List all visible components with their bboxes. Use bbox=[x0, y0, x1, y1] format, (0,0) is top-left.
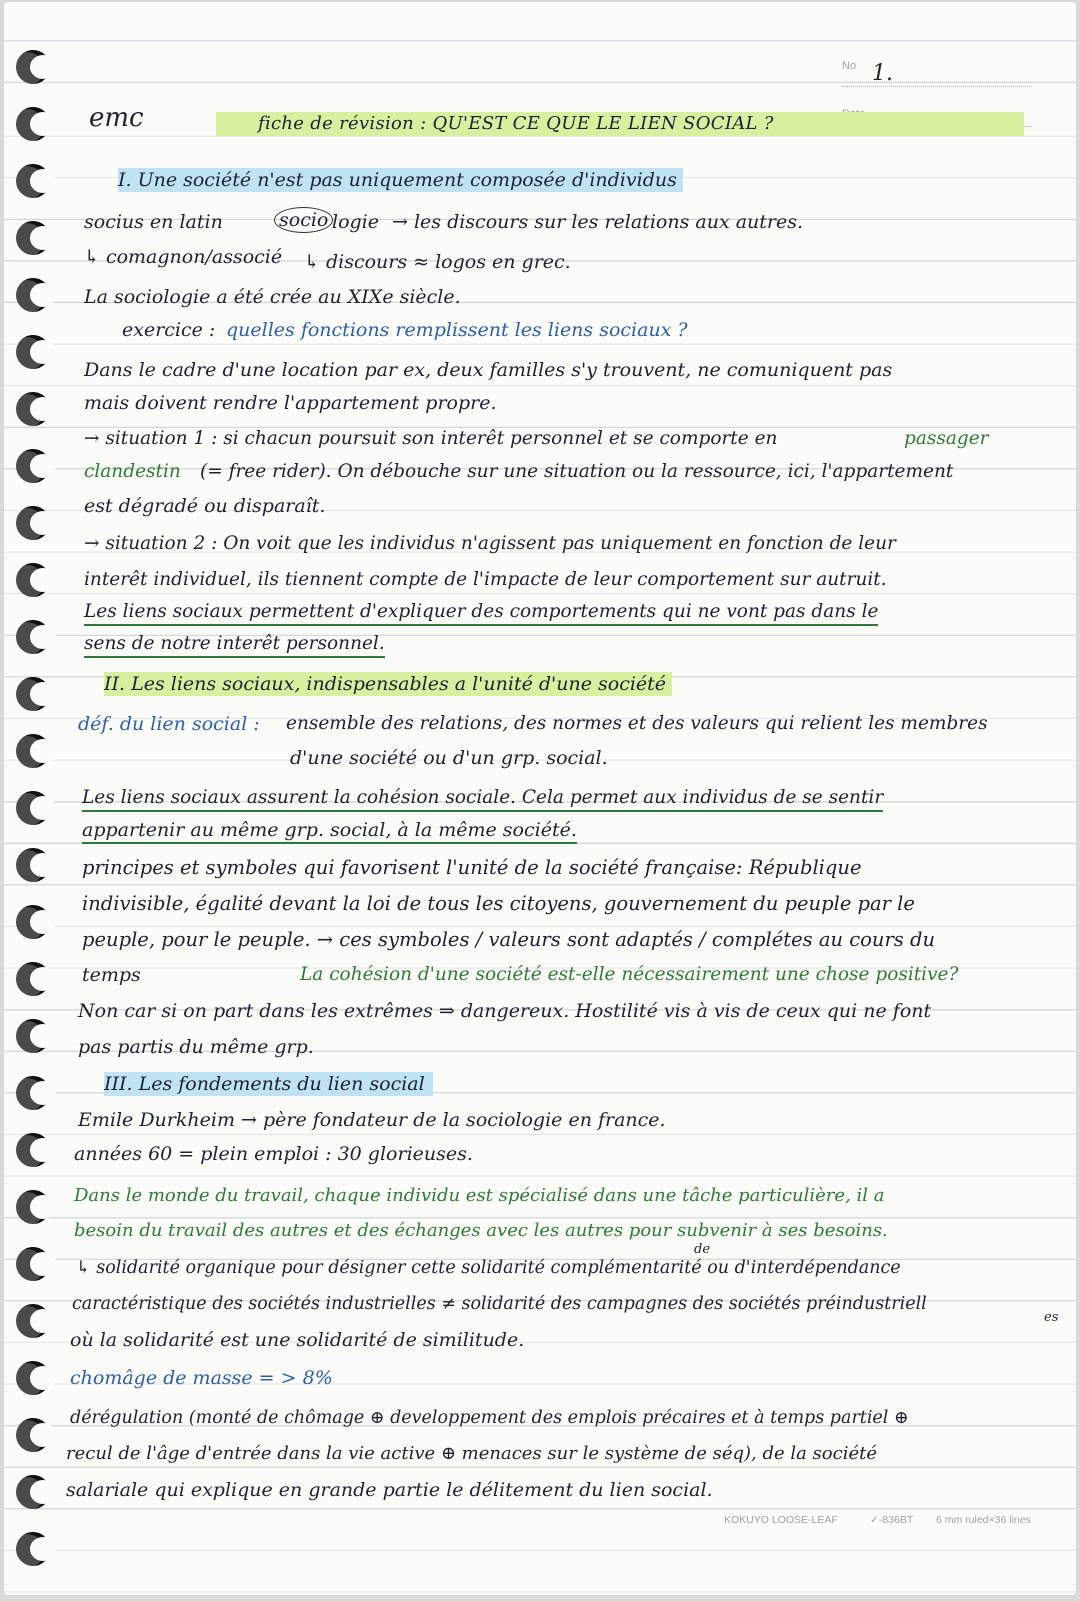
note-line: Emile Durkheim → père fondateur de la sociologie en france. bbox=[78, 1109, 666, 1131]
binder-hole bbox=[16, 1418, 50, 1452]
binder-hole bbox=[16, 962, 50, 996]
term-highlight: passager bbox=[904, 428, 989, 449]
superscript-insert: de bbox=[694, 1242, 711, 1257]
binder-hole bbox=[16, 164, 50, 198]
note-line: ↳ comagnon/associé bbox=[84, 246, 283, 268]
note-line: → situation 1 : si chacun poursuit son interêt personnel et se comporte en bbox=[84, 428, 778, 449]
note-line: temps bbox=[82, 964, 141, 986]
question-line: La cohésion d'une société est-elle nécessairement une chose positive? bbox=[300, 964, 959, 985]
note-line: où la solidarité est une solidarité de similitude. bbox=[70, 1329, 525, 1351]
note-line: ↳ solidarité organique pour désigner cette solidarité complémentarité ou d'interdépendance bbox=[76, 1258, 901, 1278]
footer-brand: KOKUYO LOOSE-LEAF bbox=[724, 1514, 838, 1526]
binder-hole bbox=[16, 905, 50, 939]
note-line: interêt individuel, ils tiennent compte de l'impacte de leur comportement sur autruit. bbox=[84, 569, 887, 590]
note-line: besoin du travail des autres et des échanges avec les autres pour subvenir à ses besoins. bbox=[74, 1220, 888, 1241]
note-line: principes et symboles qui favorisent l'unité de la société française: République bbox=[82, 856, 862, 879]
binder-hole bbox=[16, 791, 50, 825]
section-1-heading: I. Une société n'est pas uniquement composée d'individus bbox=[118, 168, 683, 192]
note-line: salariale qui explique en grande partie le délitement du lien social. bbox=[66, 1479, 713, 1501]
binder-hole bbox=[16, 848, 50, 882]
note-line: caractéristique des sociétés industrielles ≠ solidarité des campagnes des sociétés préindustriell bbox=[72, 1294, 927, 1314]
binder-hole bbox=[16, 1076, 50, 1110]
binder-hole bbox=[16, 1190, 50, 1224]
term-highlight: clandestin bbox=[84, 461, 181, 482]
binder-hole bbox=[16, 1532, 50, 1566]
note-line: exercice : bbox=[122, 319, 216, 341]
binder-hole bbox=[16, 734, 50, 768]
page-title: fiche de révision : QU'EST CE QUE LE LIEN SOCIAL ? bbox=[216, 112, 1024, 136]
binder-hole bbox=[16, 677, 50, 711]
binder-hole bbox=[16, 107, 50, 141]
binder-hole bbox=[16, 1475, 50, 1509]
note-line: socius en latin bbox=[84, 211, 223, 233]
note-line: pas partis du même grp. bbox=[78, 1036, 314, 1058]
note-line: → les discours sur les relations aux autres. bbox=[392, 211, 804, 233]
binder-hole bbox=[16, 392, 50, 426]
definition-text: d'une société ou d'un grp. social. bbox=[290, 747, 608, 769]
superscript-insert: es bbox=[1044, 1310, 1059, 1325]
note-line: Non car si on part dans les extrêmes ⇒ dangereux. Hostilité vis à vis de ceux qui ne font bbox=[78, 1000, 932, 1022]
section-3-heading: III. Les fondements du lien social bbox=[104, 1072, 433, 1096]
note-line: Dans le monde du travail, chaque individu est spécialisé dans une tâche particulière, il a bbox=[74, 1185, 885, 1206]
binder-hole bbox=[16, 620, 50, 654]
definition-label: déf. du lien social : bbox=[78, 713, 260, 735]
note-line: recul de l'âge d'entrée dans la vie active ⊕ menaces sur le système de séq), de la société bbox=[66, 1443, 878, 1464]
note-line: mais doivent rendre l'appartement propre. bbox=[84, 392, 497, 414]
circled-word: socio bbox=[274, 207, 333, 233]
note-line: indivisible, égalité devant la loi de tous les citoyens, gouvernement du peuple par le bbox=[82, 892, 915, 915]
definition-text: ensemble des relations, des normes et des valeurs qui relient les membres bbox=[286, 713, 988, 734]
binder-hole bbox=[16, 1304, 50, 1338]
no-label: No bbox=[842, 60, 857, 72]
exercise-question: quelles fonctions remplissent les liens sociaux ? bbox=[226, 319, 688, 341]
binder-hole bbox=[16, 1133, 50, 1167]
binder-hole bbox=[16, 1019, 50, 1053]
binder-hole bbox=[16, 506, 50, 540]
binder-hole bbox=[16, 1247, 50, 1281]
page-number: 1. bbox=[872, 61, 893, 86]
binder-hole bbox=[16, 278, 50, 312]
binder-hole bbox=[16, 221, 50, 255]
binder-hole bbox=[16, 563, 50, 597]
note-line: Les liens sociaux permettent d'expliquer des comportements qui ne vont pas dans le bbox=[84, 600, 878, 626]
note-line: chomâge de masse = > 8% bbox=[70, 1367, 333, 1389]
notebook-page bbox=[4, 2, 1076, 1595]
footer-ref: ✓-836BT bbox=[870, 1514, 914, 1526]
note-line: ↳ discours ≈ logos en grec. bbox=[304, 251, 571, 273]
note-line: dérégulation (monté de chômage ⊕ developpement des emplois précaires et à temps partiel ⊕ bbox=[70, 1408, 909, 1428]
note-line: (= free rider). On débouche sur une situation ou la ressource, ici, l'appartement bbox=[200, 461, 954, 482]
note-line: est dégradé ou disparaît. bbox=[84, 495, 326, 517]
binder-hole bbox=[16, 1361, 50, 1395]
note-line: Dans le cadre d'une location par ex, deux familles s'y trouvent, ne comuniquent pas bbox=[84, 359, 893, 381]
subject-label: emc bbox=[89, 103, 144, 133]
note-line: La sociologie a été crée au XIXe siècle. bbox=[84, 286, 461, 308]
binder-hole bbox=[16, 50, 50, 84]
section-2-heading: II. Les liens sociaux, indispensables a l'unité d'une société bbox=[104, 672, 672, 696]
note-line: logie bbox=[332, 211, 379, 233]
footer-ruling: 6 mm ruled×36 lines bbox=[936, 1514, 1031, 1526]
note-line: appartenir au même grp. social, à la même société. bbox=[82, 818, 577, 844]
binder-hole bbox=[16, 335, 50, 369]
note-line: années 60 = plein emploi : 30 glorieuses. bbox=[74, 1143, 473, 1165]
no-dotted-line bbox=[842, 86, 1032, 87]
note-line: sens de notre interêt personnel. bbox=[84, 632, 385, 658]
note-line: Les liens sociaux assurent la cohésion sociale. Cela permet aux individus de se sentir bbox=[82, 786, 883, 812]
note-line: → situation 2 : On voit que les individus n'agissent pas uniquement en fonction de leur bbox=[84, 533, 896, 554]
note-line: peuple, pour le peuple. → ces symboles / valeurs sont adaptés / complétes au cours du bbox=[82, 928, 936, 951]
binder-hole bbox=[16, 449, 50, 483]
